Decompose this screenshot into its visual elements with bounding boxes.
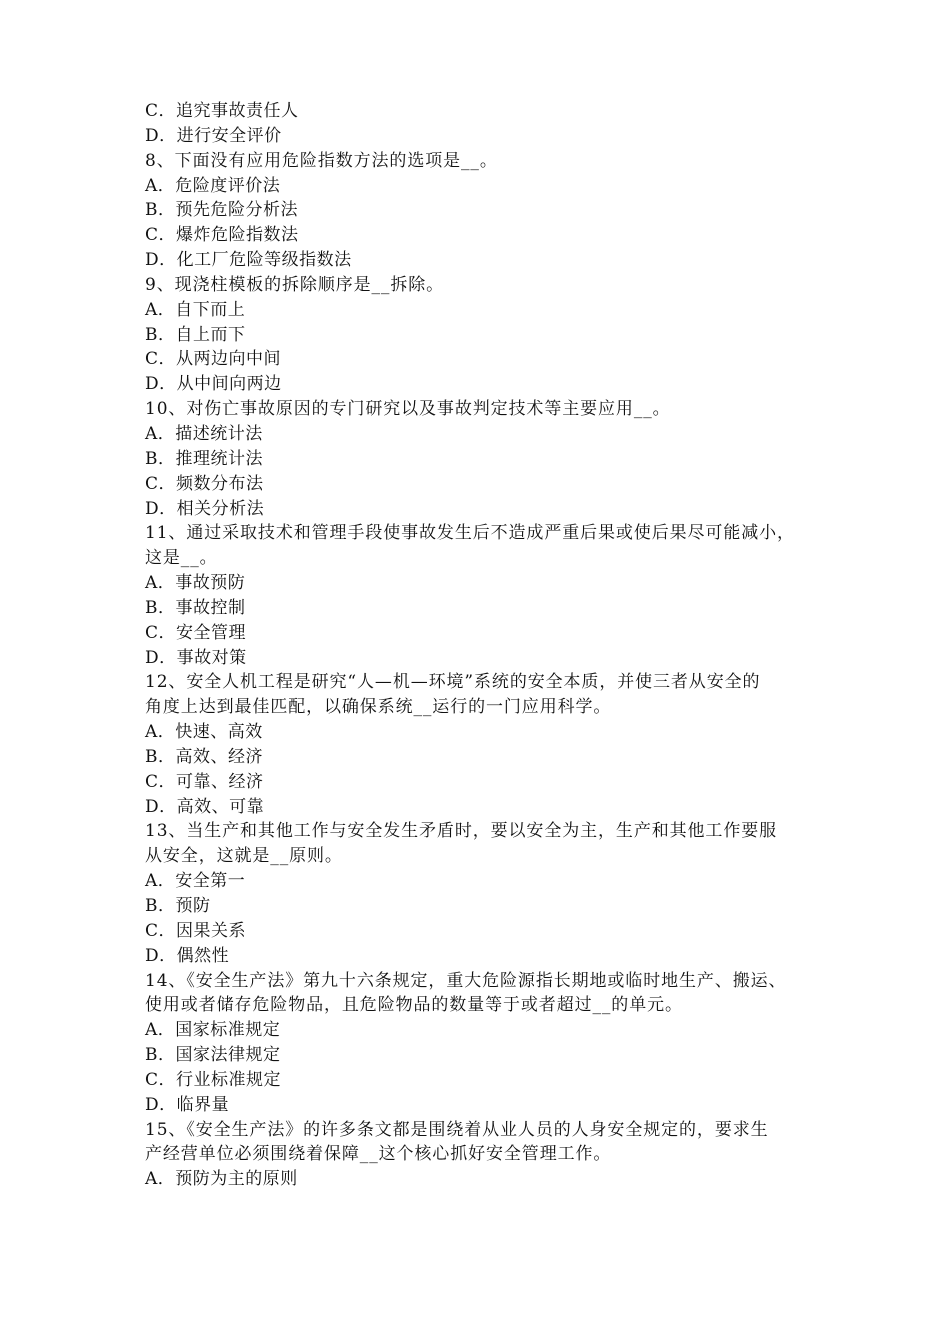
question-text: 15、《安全生产法》的许多条文都是围绕着从业人员的人身安全规定的，要求生 — [145, 1119, 769, 1140]
answer-option: C．可靠、经济 — [145, 771, 264, 792]
answer-option: B．自上而下 — [145, 324, 246, 345]
question-text-continued: 角度上达到最佳匹配，以确保系统__运行的一门应用科学。 — [145, 697, 612, 718]
answer-option: D．化工厂危险等级指数法 — [145, 250, 352, 271]
document-page — [145, 99, 825, 1192]
answer-option: D．高效、可靠 — [145, 796, 265, 817]
answer-option: C．追究事故责任人 — [145, 101, 299, 121]
answer-option: B．推理统计法 — [145, 448, 263, 469]
question-text-continued: 使用或者储存危险物品，且危险物品的数量等于或者超过__的单元。 — [145, 995, 683, 1016]
answer-option: D．临界量 — [145, 1094, 230, 1115]
answer-option: C．从两边向中间 — [145, 349, 282, 370]
answer-option: A．预防为主的原则 — [145, 1169, 298, 1190]
question-text: 13、当生产和其他工作与安全发生矛盾时，要以安全为主，生产和其他工作要服 — [145, 821, 778, 842]
answer-option: A．快速、高效 — [145, 722, 263, 743]
answer-option: D．从中间向两边 — [145, 374, 282, 395]
answer-option: B．国家法律规定 — [145, 1045, 281, 1066]
answer-option: A．安全第一 — [145, 871, 246, 892]
answer-option: C．安全管理 — [145, 622, 247, 643]
answer-option: C．频数分布法 — [145, 473, 264, 494]
answer-option: B．事故控制 — [145, 597, 246, 618]
question-text: 8、下面没有应用危险指数方法的选项是__。 — [145, 150, 498, 171]
answer-option: D．进行安全评价 — [145, 125, 282, 146]
answer-option: D．偶然性 — [145, 945, 230, 966]
answer-option: B．高效、经济 — [145, 746, 263, 767]
question-text: 14、《安全生产法》第九十六条规定，重大危险源指长期地或临时地生产、搬运、 — [145, 970, 787, 991]
question-text: 11、通过采取技术和管理手段使事故发生后不造成严重后果或使后果尽可能减小， — [145, 523, 795, 544]
answer-option: B．预防 — [145, 896, 211, 916]
answer-option: A．危险度评价法 — [145, 175, 281, 196]
question-text: 10、对伤亡事故原因的专门研究以及事故判定技术等主要应用__。 — [145, 399, 671, 420]
answer-option: A．国家标准规定 — [145, 1020, 281, 1041]
answer-option: B．预先危险分析法 — [145, 200, 298, 221]
answer-option: A．事故预防 — [145, 573, 246, 594]
answer-option: C．行业标准规定 — [145, 1069, 282, 1090]
answer-option: D．相关分析法 — [145, 498, 265, 519]
answer-option: C．爆炸危险指数法 — [145, 225, 299, 246]
question-text: 9、现浇柱模板的拆除顺序是__拆除。 — [145, 274, 445, 295]
question-text-continued: 产经营单位必须围绕着保障__这个核心抓好安全管理工作。 — [145, 1144, 612, 1165]
answer-option: D．事故对策 — [145, 647, 247, 668]
answer-option: C．因果关系 — [145, 920, 247, 941]
question-text-continued: 从安全，这就是__原则。 — [145, 846, 343, 867]
question-text-continued: 这是__。 — [145, 548, 218, 569]
answer-option: A．描述统计法 — [145, 423, 263, 444]
question-text: 12、安全人机工程是研究“人—机—环境”系统的安全本质，并使三者从安全的 — [145, 672, 761, 693]
answer-option: A．自下而上 — [145, 299, 246, 320]
